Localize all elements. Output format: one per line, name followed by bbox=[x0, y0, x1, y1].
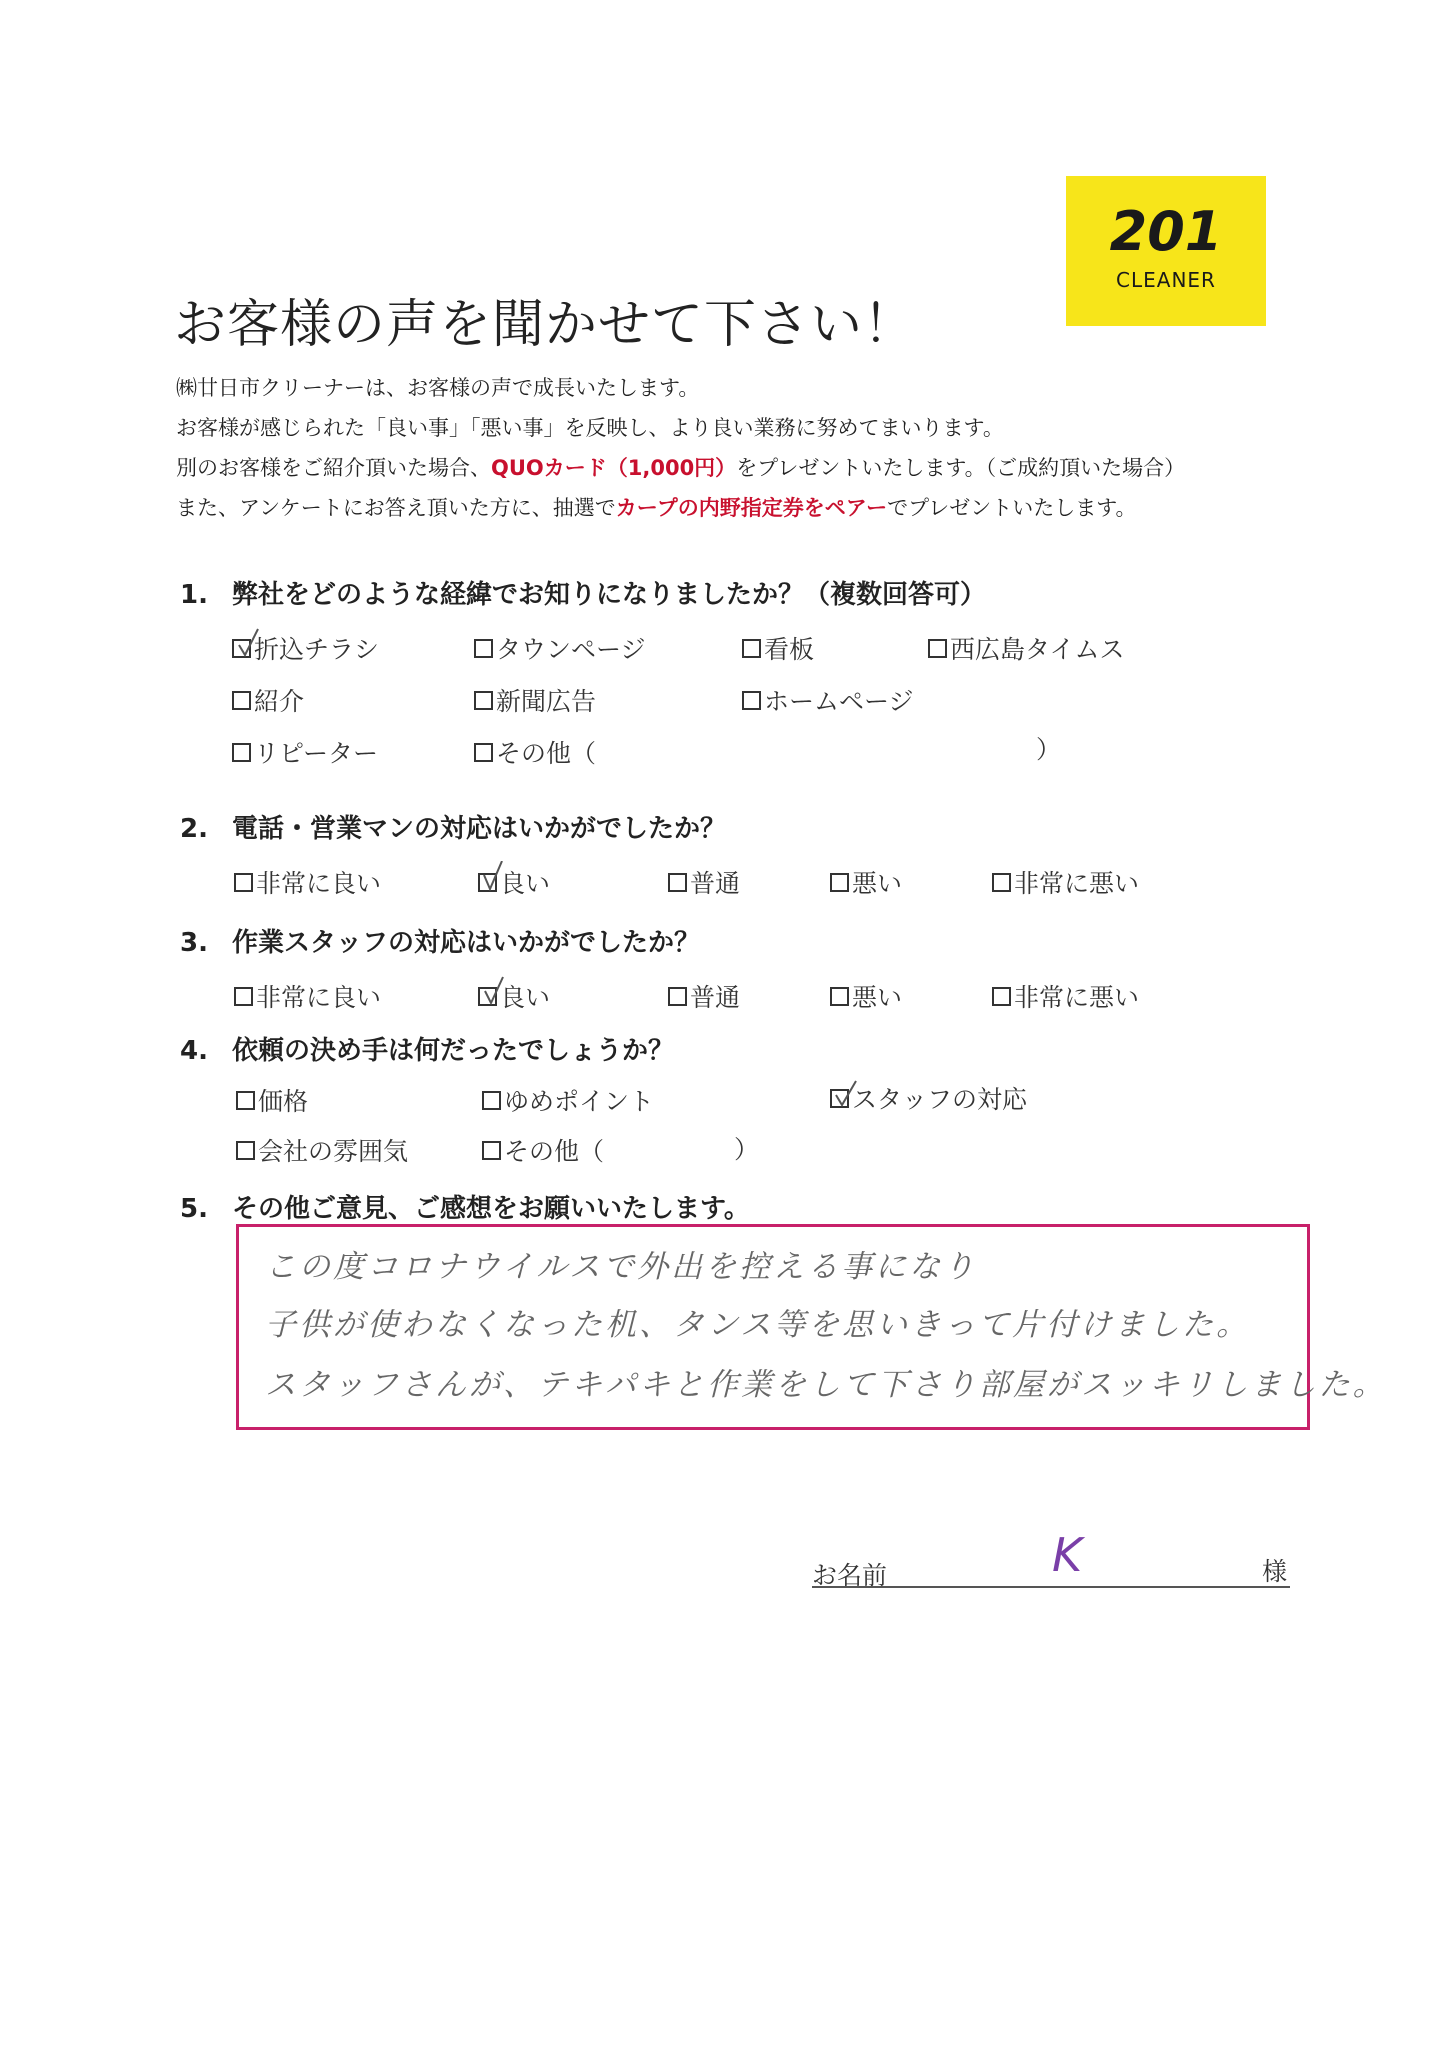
q3-option-average[interactable]: 普通 bbox=[668, 978, 740, 1014]
q4-other-close: ） bbox=[734, 1135, 760, 1164]
intro-line-2: お客様が感じられた「良い事」「悪い事」を反映し、より良い業務に努めてまいります。 bbox=[176, 416, 1004, 440]
name-value[interactable]: K bbox=[1052, 1528, 1083, 1582]
intro-line-4-pre: また、アンケートにお答え頂いた方に、抽選で bbox=[176, 496, 616, 520]
checkbox[interactable] bbox=[474, 743, 493, 762]
intro-line-1: ㈱廿日市クリーナーは、お客様の声で成長いたします。 bbox=[176, 376, 700, 400]
question-1-number: 1. bbox=[180, 580, 208, 610]
question-1 bbox=[180, 574, 986, 611]
q4-option-yume-point[interactable]: ゆめポイント bbox=[482, 1082, 654, 1118]
checkbox[interactable] bbox=[232, 691, 251, 710]
q2-option-average[interactable]: 普通 bbox=[668, 864, 740, 900]
q4-option-staff-response[interactable]: スタッフの対応 bbox=[830, 1080, 1027, 1116]
q1-option-townpage[interactable]: タウンページ bbox=[474, 630, 646, 666]
intro-line-3-pre: 別のお客様をご紹介頂いた場合、 bbox=[176, 456, 491, 480]
checkbox[interactable] bbox=[478, 873, 497, 892]
question-1-text: 弊社をどのような経緯でお知りになりましたか？（複数回答可） bbox=[232, 580, 987, 610]
intro-line-3-post: をプレゼントいたします。（ご成約頂いた場合） bbox=[736, 456, 1186, 480]
checkbox[interactable] bbox=[474, 639, 493, 658]
q1-other-close: ） bbox=[1036, 735, 1062, 764]
checkbox[interactable] bbox=[830, 873, 849, 892]
checkbox[interactable] bbox=[668, 987, 687, 1006]
checkbox[interactable] bbox=[668, 873, 687, 892]
intro-line-4 bbox=[176, 492, 1137, 522]
q2-option-very-good[interactable]: 非常に良い bbox=[234, 864, 381, 900]
q1-option-newspaper-ad[interactable]: 新聞広告 bbox=[474, 682, 596, 718]
q2-option-good[interactable]: 良い bbox=[478, 864, 550, 900]
name-label: お名前 bbox=[812, 1561, 888, 1590]
honorific-sama: 様 bbox=[1262, 1557, 1288, 1586]
q1-option-repeater[interactable]: リピーター bbox=[232, 734, 378, 770]
checkbox[interactable] bbox=[234, 987, 253, 1006]
comment-line-1: この度コロナウイルスで外出を控える事になり bbox=[265, 1249, 978, 1285]
q4-option-company-atmosphere[interactable]: 会社の雰囲気 bbox=[236, 1132, 408, 1168]
logo-number: 201 bbox=[1109, 200, 1223, 263]
q4-option-other[interactable]: その他（ bbox=[482, 1132, 604, 1168]
question-5: 5. その他ご意見、ご感想をお願いいたします。 bbox=[180, 1194, 750, 1224]
question-4: 4. 依頼の決め手は何だったでしょうか？ bbox=[180, 1036, 675, 1066]
q1-option-other[interactable]: その他（ bbox=[474, 734, 596, 770]
q1-option-nishihiroshima-times[interactable]: 西広島タイムス bbox=[928, 630, 1125, 666]
name-underline bbox=[812, 1586, 1290, 1588]
question-3: 3. 作業スタッフの対応はいかがでしたか？ bbox=[180, 928, 701, 958]
comment-line-3: スタッフさんが、テキパキと作業をして下さり部屋がスッキリしました。 bbox=[265, 1367, 1387, 1403]
checkbox[interactable] bbox=[830, 987, 849, 1006]
q3-option-very-good[interactable]: 非常に良い bbox=[234, 978, 381, 1014]
checkbox[interactable] bbox=[236, 1091, 255, 1110]
checkbox[interactable] bbox=[830, 1089, 849, 1108]
q3-option-bad[interactable]: 悪い bbox=[830, 978, 902, 1014]
checkbox[interactable] bbox=[234, 873, 253, 892]
q4-option-price[interactable]: 価格 bbox=[236, 1082, 308, 1118]
q2-option-bad[interactable]: 悪い bbox=[830, 864, 902, 900]
q1-option-homepage[interactable]: ホームページ bbox=[742, 682, 914, 718]
checkbox[interactable] bbox=[992, 873, 1011, 892]
checkbox[interactable] bbox=[742, 691, 761, 710]
carp-ticket-offer: カープの内野指定券をペアー bbox=[615, 496, 888, 520]
q1-option-referral[interactable]: 紹介 bbox=[232, 682, 304, 718]
quo-card-offer: QUOカード（1,000円） bbox=[491, 456, 737, 480]
intro-line-3 bbox=[176, 452, 1185, 482]
logo-subtitle: CLEANER bbox=[1116, 268, 1216, 292]
q1-option-flyer[interactable]: 折込チラシ bbox=[232, 630, 379, 666]
checkbox[interactable] bbox=[742, 639, 761, 658]
comment-box[interactable] bbox=[236, 1224, 1387, 1430]
checkbox[interactable] bbox=[232, 639, 251, 658]
checkbox[interactable] bbox=[482, 1091, 501, 1110]
q2-option-very-bad[interactable]: 非常に悪い bbox=[992, 864, 1139, 900]
checkbox[interactable] bbox=[992, 987, 1011, 1006]
checkbox[interactable] bbox=[478, 987, 497, 1006]
company-logo bbox=[1066, 176, 1266, 326]
q1-option-signboard[interactable]: 看板 bbox=[742, 630, 814, 666]
checkbox[interactable] bbox=[474, 691, 493, 710]
comment-line-2: 子供が使わなくなった机、タンス等を思いきって片付けました。 bbox=[265, 1307, 1251, 1343]
q3-option-very-bad[interactable]: 非常に悪い bbox=[992, 978, 1139, 1014]
checkbox[interactable] bbox=[928, 639, 947, 658]
checkbox[interactable] bbox=[236, 1141, 255, 1160]
checkbox[interactable] bbox=[482, 1141, 501, 1160]
question-2: 2. 電話・営業マンの対応はいかがでしたか？ bbox=[180, 814, 727, 844]
checkbox[interactable] bbox=[232, 743, 251, 762]
page-title: お客様の声を聞かせて下さい！ bbox=[174, 295, 917, 355]
q3-option-good[interactable]: 良い bbox=[478, 978, 550, 1014]
intro-line-4-post: でプレゼントいたします。 bbox=[887, 496, 1137, 520]
